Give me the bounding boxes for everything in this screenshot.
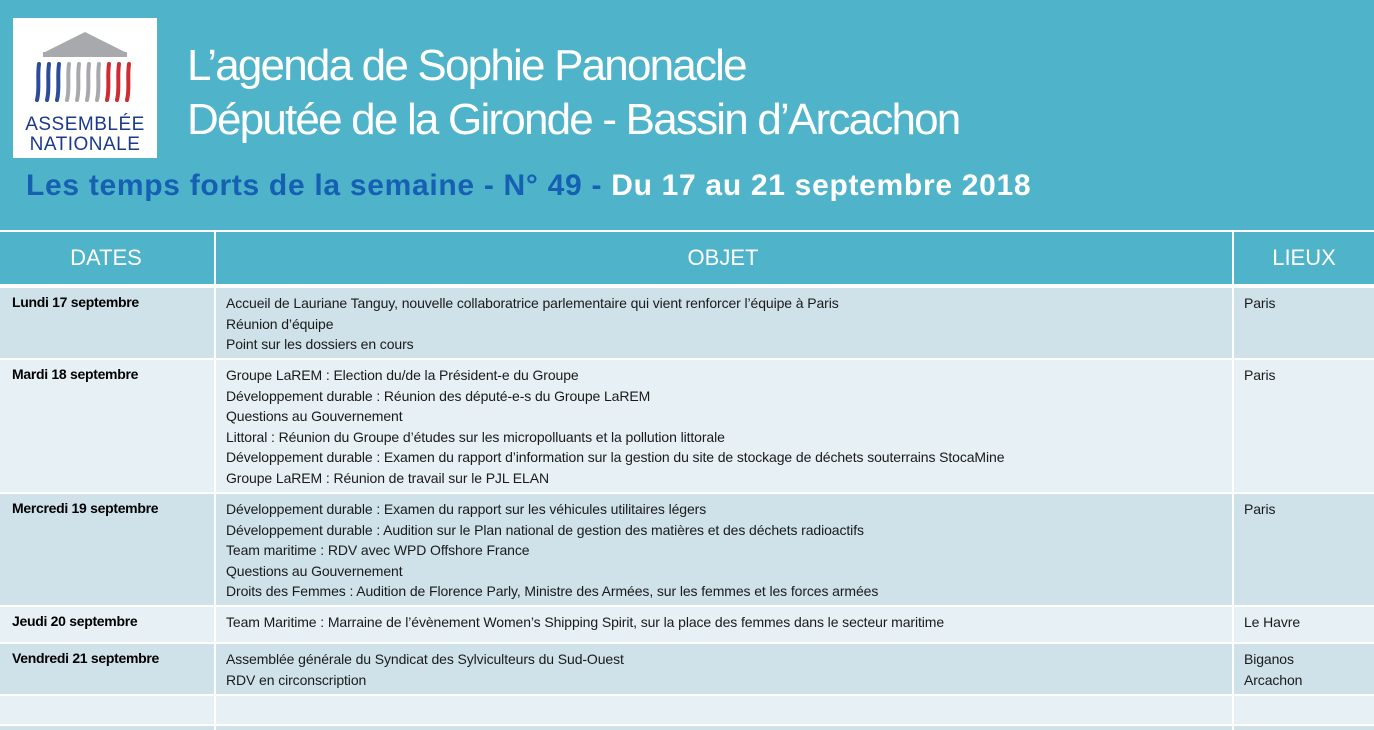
empty-cell — [214, 726, 1230, 730]
header-banner — [0, 0, 1374, 230]
row-date: Mercredi 19 septembre — [12, 500, 159, 516]
objet-line: Accueil de Lauriane Tanguy, nouvelle collaboratrice parlementaire qui vient renforcer l’équipe à Paris — [226, 295, 839, 311]
row-objet — [214, 494, 1230, 605]
column-header-lieux: LIEUX — [1232, 232, 1374, 284]
row-date: Mardi 18 septembre — [12, 366, 139, 382]
empty-cell — [214, 696, 1230, 724]
objet-line: Développement durable : Réunion des député-e-s du Groupe LaREM — [226, 387, 651, 404]
empty-cell — [0, 696, 212, 724]
page-title: L’agenda de Sophie Panonacle — [187, 41, 746, 90]
row-lieux — [1232, 607, 1374, 642]
row-date: Lundi 17 septembre — [12, 294, 139, 310]
objet-line: Questions au Gouvernement — [226, 562, 403, 579]
week-banner — [26, 164, 1031, 208]
empty-cell — [1232, 696, 1374, 724]
objet-line: Questions au Gouvernement — [226, 408, 403, 425]
week-date-range: Du 17 au 21 septembre 2018 — [611, 169, 1032, 202]
table-row — [0, 607, 1374, 644]
lieu-line: Arcachon — [1244, 671, 1303, 688]
lieu-line: Paris — [1244, 367, 1276, 383]
week-number-label: Les temps forts de la semaine - N° 49 - — [26, 169, 603, 202]
objet-line: Littoral : Réunion du Groupe d’études sur les micropolluants et la pollution littorale — [226, 428, 725, 445]
row-lieux — [1232, 288, 1374, 358]
row-date: Vendredi 21 septembre — [12, 650, 159, 666]
objet-line: Groupe LaREM : Réunion de travail sur le PJL ELAN — [226, 469, 549, 486]
page-subtitle-role: Députée de la Gironde - Bassin d’Arcachon — [187, 95, 960, 144]
table-row-empty — [0, 696, 1374, 726]
objet-line: Team maritime : RDV avec WPD Offshore France — [226, 542, 530, 559]
objet-line: Team Maritime : Marraine de l’évènement Women’s Shipping Spirit, sur la place des femmes dans le secteur maritime — [226, 614, 945, 630]
table-row — [0, 644, 1374, 696]
objet-line: Point sur les dossiers en cours — [226, 336, 414, 353]
empty-cell — [0, 726, 212, 730]
objet-line: Droits des Femmes : Audition de Florence Parly, Ministre des Armées, sur les femmes et les forces armées — [226, 583, 879, 600]
column-header-objet: OBJET — [214, 232, 1230, 284]
row-objet — [214, 644, 1230, 694]
row-date: Jeudi 20 septembre — [12, 613, 138, 629]
objet-line: Groupe LaREM : Election du/de la Président-e du Groupe — [226, 367, 579, 383]
hemicycle-icon — [13, 18, 157, 118]
table-row — [0, 494, 1374, 607]
objet-line: Réunion d’équipe — [226, 315, 334, 332]
row-objet — [214, 288, 1230, 358]
objet-line: Développement durable : Audition sur le Plan national de gestion des matières et des déchets radioactifs — [226, 521, 864, 538]
row-lieux — [1232, 360, 1374, 492]
assemblee-nationale-logo — [13, 18, 157, 158]
objet-line: Assemblée générale du Syndicat des Sylviculteurs du Sud-Ouest — [226, 651, 624, 667]
column-header-dates: DATES — [70, 245, 142, 270]
objet-line: Développement durable : Examen du rapport sur les véhicules utilitaires légers — [226, 501, 707, 517]
lieu-line: Paris — [1244, 295, 1276, 311]
row-objet — [214, 360, 1230, 492]
table-header-row — [0, 232, 1374, 286]
table-row — [0, 360, 1374, 494]
lieu-line: Le Havre — [1244, 614, 1301, 630]
empty-cell — [1232, 726, 1374, 730]
logo-text-line1: ASSEMBLÉE — [25, 114, 145, 135]
row-lieux — [1232, 644, 1374, 694]
table-row-empty — [0, 726, 1374, 730]
logo-text-line2: NATIONALE — [29, 134, 141, 155]
table-row — [0, 288, 1374, 360]
lieu-line: Biganos — [1244, 651, 1294, 667]
row-objet — [214, 607, 1230, 642]
row-lieux — [1232, 494, 1374, 605]
objet-line: Développement durable : Examen du rapport d’information sur la gestion du site de stockage de déchets souterrains StocaMine — [226, 449, 1005, 466]
objet-line: RDV en circonscription — [226, 671, 367, 688]
lieu-line: Paris — [1244, 501, 1276, 517]
